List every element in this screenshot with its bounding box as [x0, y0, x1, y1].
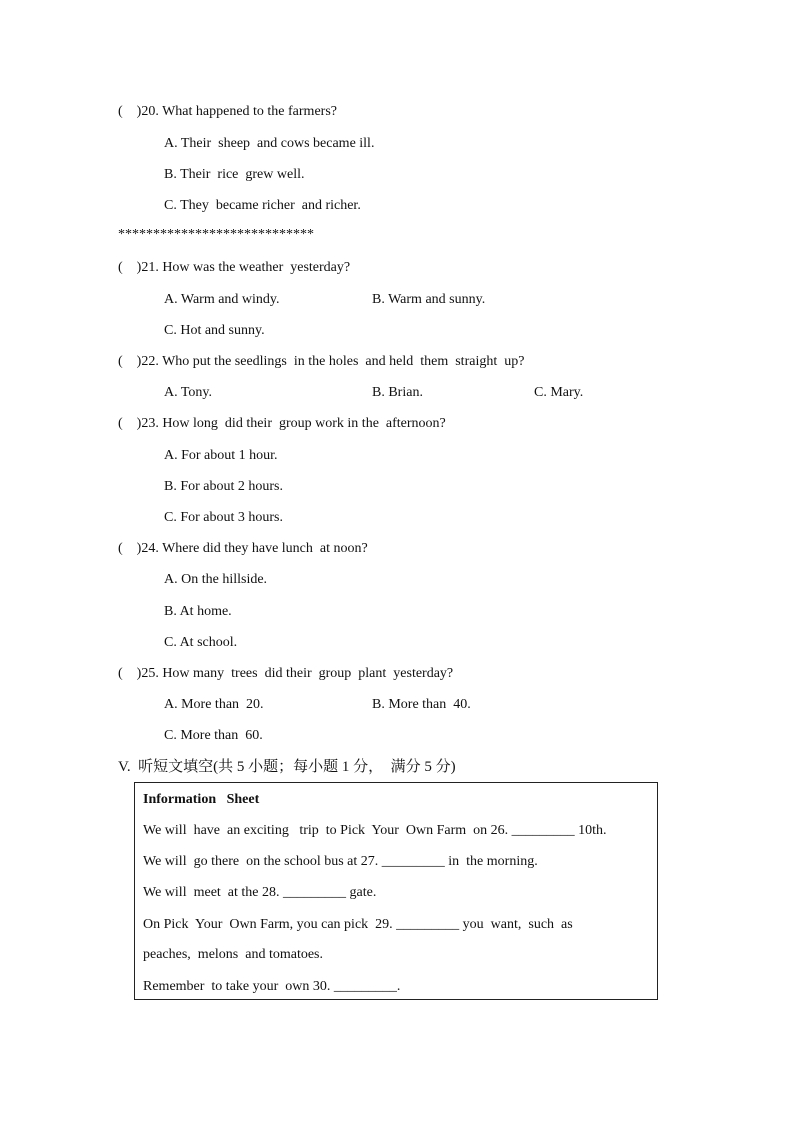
separator: ****************************: [118, 227, 314, 242]
option-a: A. Warm and windy.: [164, 292, 280, 307]
sheet-line: We will have an exciting trip to Pick Your Own Farm on 26. _________ 10th.: [143, 823, 607, 838]
option-c: C. More than 60.: [164, 728, 263, 743]
sheet-line: We will meet at the 28. _________ gate.: [143, 885, 377, 900]
option-b: B. Warm and sunny.: [372, 292, 486, 307]
question-stem: ( )22. Who put the seedlings in the holes and held them straight up?: [118, 354, 525, 369]
option-b: B. Brian.: [372, 385, 423, 400]
information-sheet-box: [134, 782, 658, 1000]
option-a: A. Tony.: [164, 385, 213, 400]
option-a: A. For about 1 hour.: [164, 448, 278, 463]
option-a: A. On the hillside.: [164, 572, 268, 587]
sheet-line: We will go there on the school bus at 27. _________ in the morning.: [143, 854, 538, 869]
option-c: C. For about 3 hours.: [164, 510, 283, 525]
option-b: B. Their rice grew well.: [164, 167, 305, 182]
option-b: B. More than 40.: [372, 697, 471, 712]
option-c: C. Mary.: [534, 385, 584, 400]
option-c: C. Hot and sunny.: [164, 323, 265, 338]
question-stem: ( )23. How long did their group work in the afternoon?: [118, 416, 446, 431]
sheet-line: Remember to take your own 30. _________.: [143, 979, 401, 994]
option-a: A. Their sheep and cows became ill.: [164, 136, 375, 151]
question-stem: ( )24. Where did they have lunch at noon?: [118, 541, 368, 556]
question-stem: ( )21. How was the weather yesterday?: [118, 260, 351, 275]
option-c: C. At school.: [164, 635, 238, 650]
sheet-title: Information Sheet: [143, 792, 260, 807]
question-stem: ( )25. How many trees did their group plant yesterday?: [118, 666, 454, 681]
option-b: B. At home.: [164, 604, 232, 619]
option-a: A. More than 20.: [164, 697, 264, 712]
section-heading: V. 听短文填空(共 5 小题；每小题 1 分， 满分 5 分): [118, 759, 456, 775]
option-b: B. For about 2 hours.: [164, 479, 283, 494]
sheet-line: peaches, melons and tomatoes.: [143, 947, 324, 962]
sheet-line: On Pick Your Own Farm, you can pick 29. _________ you want, such as: [143, 917, 573, 932]
question-stem: ( )20. What happened to the farmers?: [118, 104, 337, 119]
option-c: C. They became richer and richer.: [164, 198, 361, 213]
